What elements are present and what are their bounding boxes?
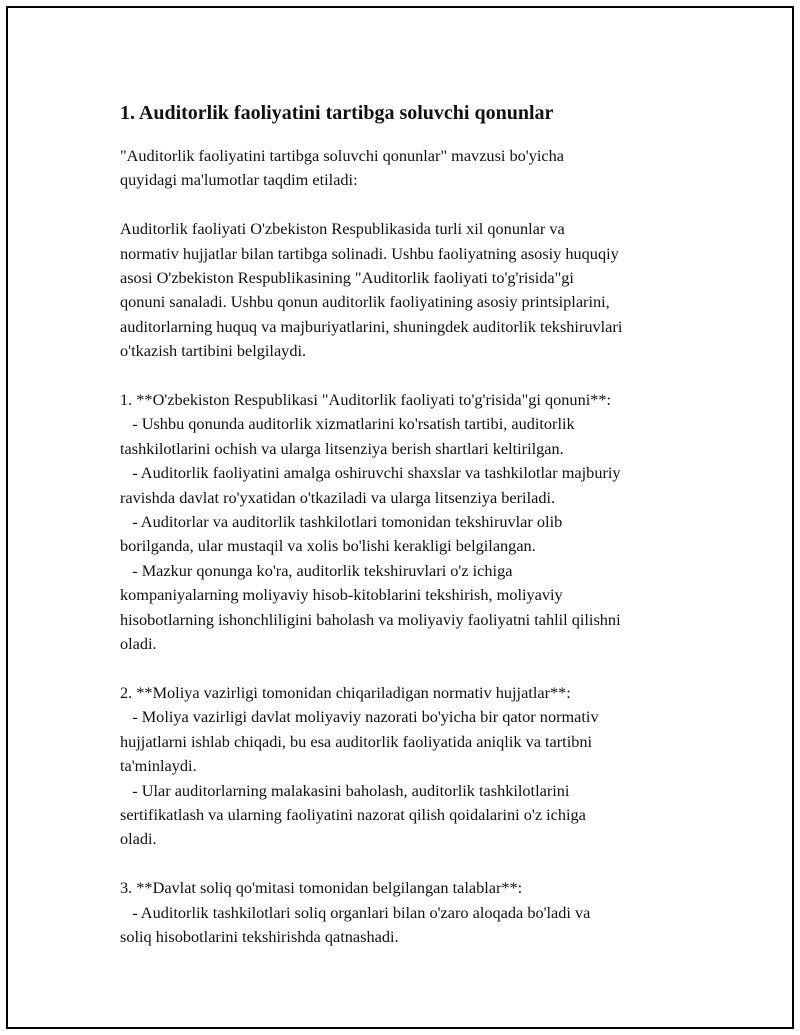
- section-3-text: 3. **Davlat soliq qo'mitasi tomonidan belgilangan talablar**: - Auditorlik tashkilotlari soliq organlari bilan o'zaro aloqada bo'ladi va soliq hisobotlarini tekshirishda qatnashadi.: [120, 878, 591, 946]
- section-1-text: 1. **O'zbekiston Respublikasi "Auditorlik faoliyati to'g'risida"gi qonuni**: - Ushbu qonunda auditorlik xizmatlarini ko'rsatish tartibi, auditorlik tashkilotlarini ochish va ularga litsenziya berish shartlari keltirilgan. - Auditorlik faoliyatini amalga oshiruvchi shaxslar va tashkilotlar majburiy ravishda davlat ro'yxatidan o'tkaziladi va ularga litsenziya beriladi. - Auditorlar va auditorlik tashkilotlari tomonidan tekshiruvlar olib borilganda, ular mustaqil va xolis bo'lishi kerakligi belgilangan. - Mazkur qonunga ko'ra, auditorlik tekshiruvlari o'z ichiga kompaniyalarning moliyaviy hisob-kitoblarini tekshirish, moliyaviy hisobotlarning ishonchliligini baholash va moliyaviy faoliyatni tahlil qilishni oladi.: [120, 390, 621, 654]
- document-content: [120, 100, 710, 949]
- paragraph-gap: [120, 852, 710, 876]
- paragraph-gap: [120, 193, 710, 217]
- intro-text: "Auditorlik faoliyatini tartibga soluvchi qonunlar" mavzusi bo'yicha quyidagi ma'lumotlar taqdim etiladi:: [120, 146, 564, 190]
- section-2-text: 2. **Moliya vazirligi tomonidan chiqariladigan normativ hujjatlar**: - Moliya vazirligi davlat moliyaviy nazorati bo'yicha bir qator normativ hujjatlarni ishlab chiqadi, bu esa auditorlik faoliyatida aniqlik va tartibni ta'minlaydi. - Ular auditorlarning malakasini baholash, auditorlik tashkilotlarini sertifikatlash va ularning faoliyatini nazorat qilish qoidalarini o'z ichiga oladi.: [120, 682, 599, 849]
- document-heading: 1. Auditorlik faoliyatini tartibga soluvchi qonunlar: [120, 102, 554, 124]
- paragraph-gap: [120, 364, 710, 388]
- page-frame: [6, 6, 794, 1029]
- paragraph-gap: [120, 657, 710, 681]
- main-paragraph: Auditorlik faoliyati O'zbekiston Respublikasida turli xil qonunlar va normativ hujjatlar bilan tartibga solinadi. Ushbu faoliyatning asosiy huquqiy asosi O'zbekiston Respublikasining "Auditorlik faoliyati to'g'risida"gi qonuni sanaladi. Ushbu qonun auditorlik faoliyatining asosiy printsiplarini, auditorlarning huquq va majburiyatlarini, shuningdek auditorlik tekshiruvlari o'tkazish tartibini belgilaydi.: [120, 219, 623, 361]
